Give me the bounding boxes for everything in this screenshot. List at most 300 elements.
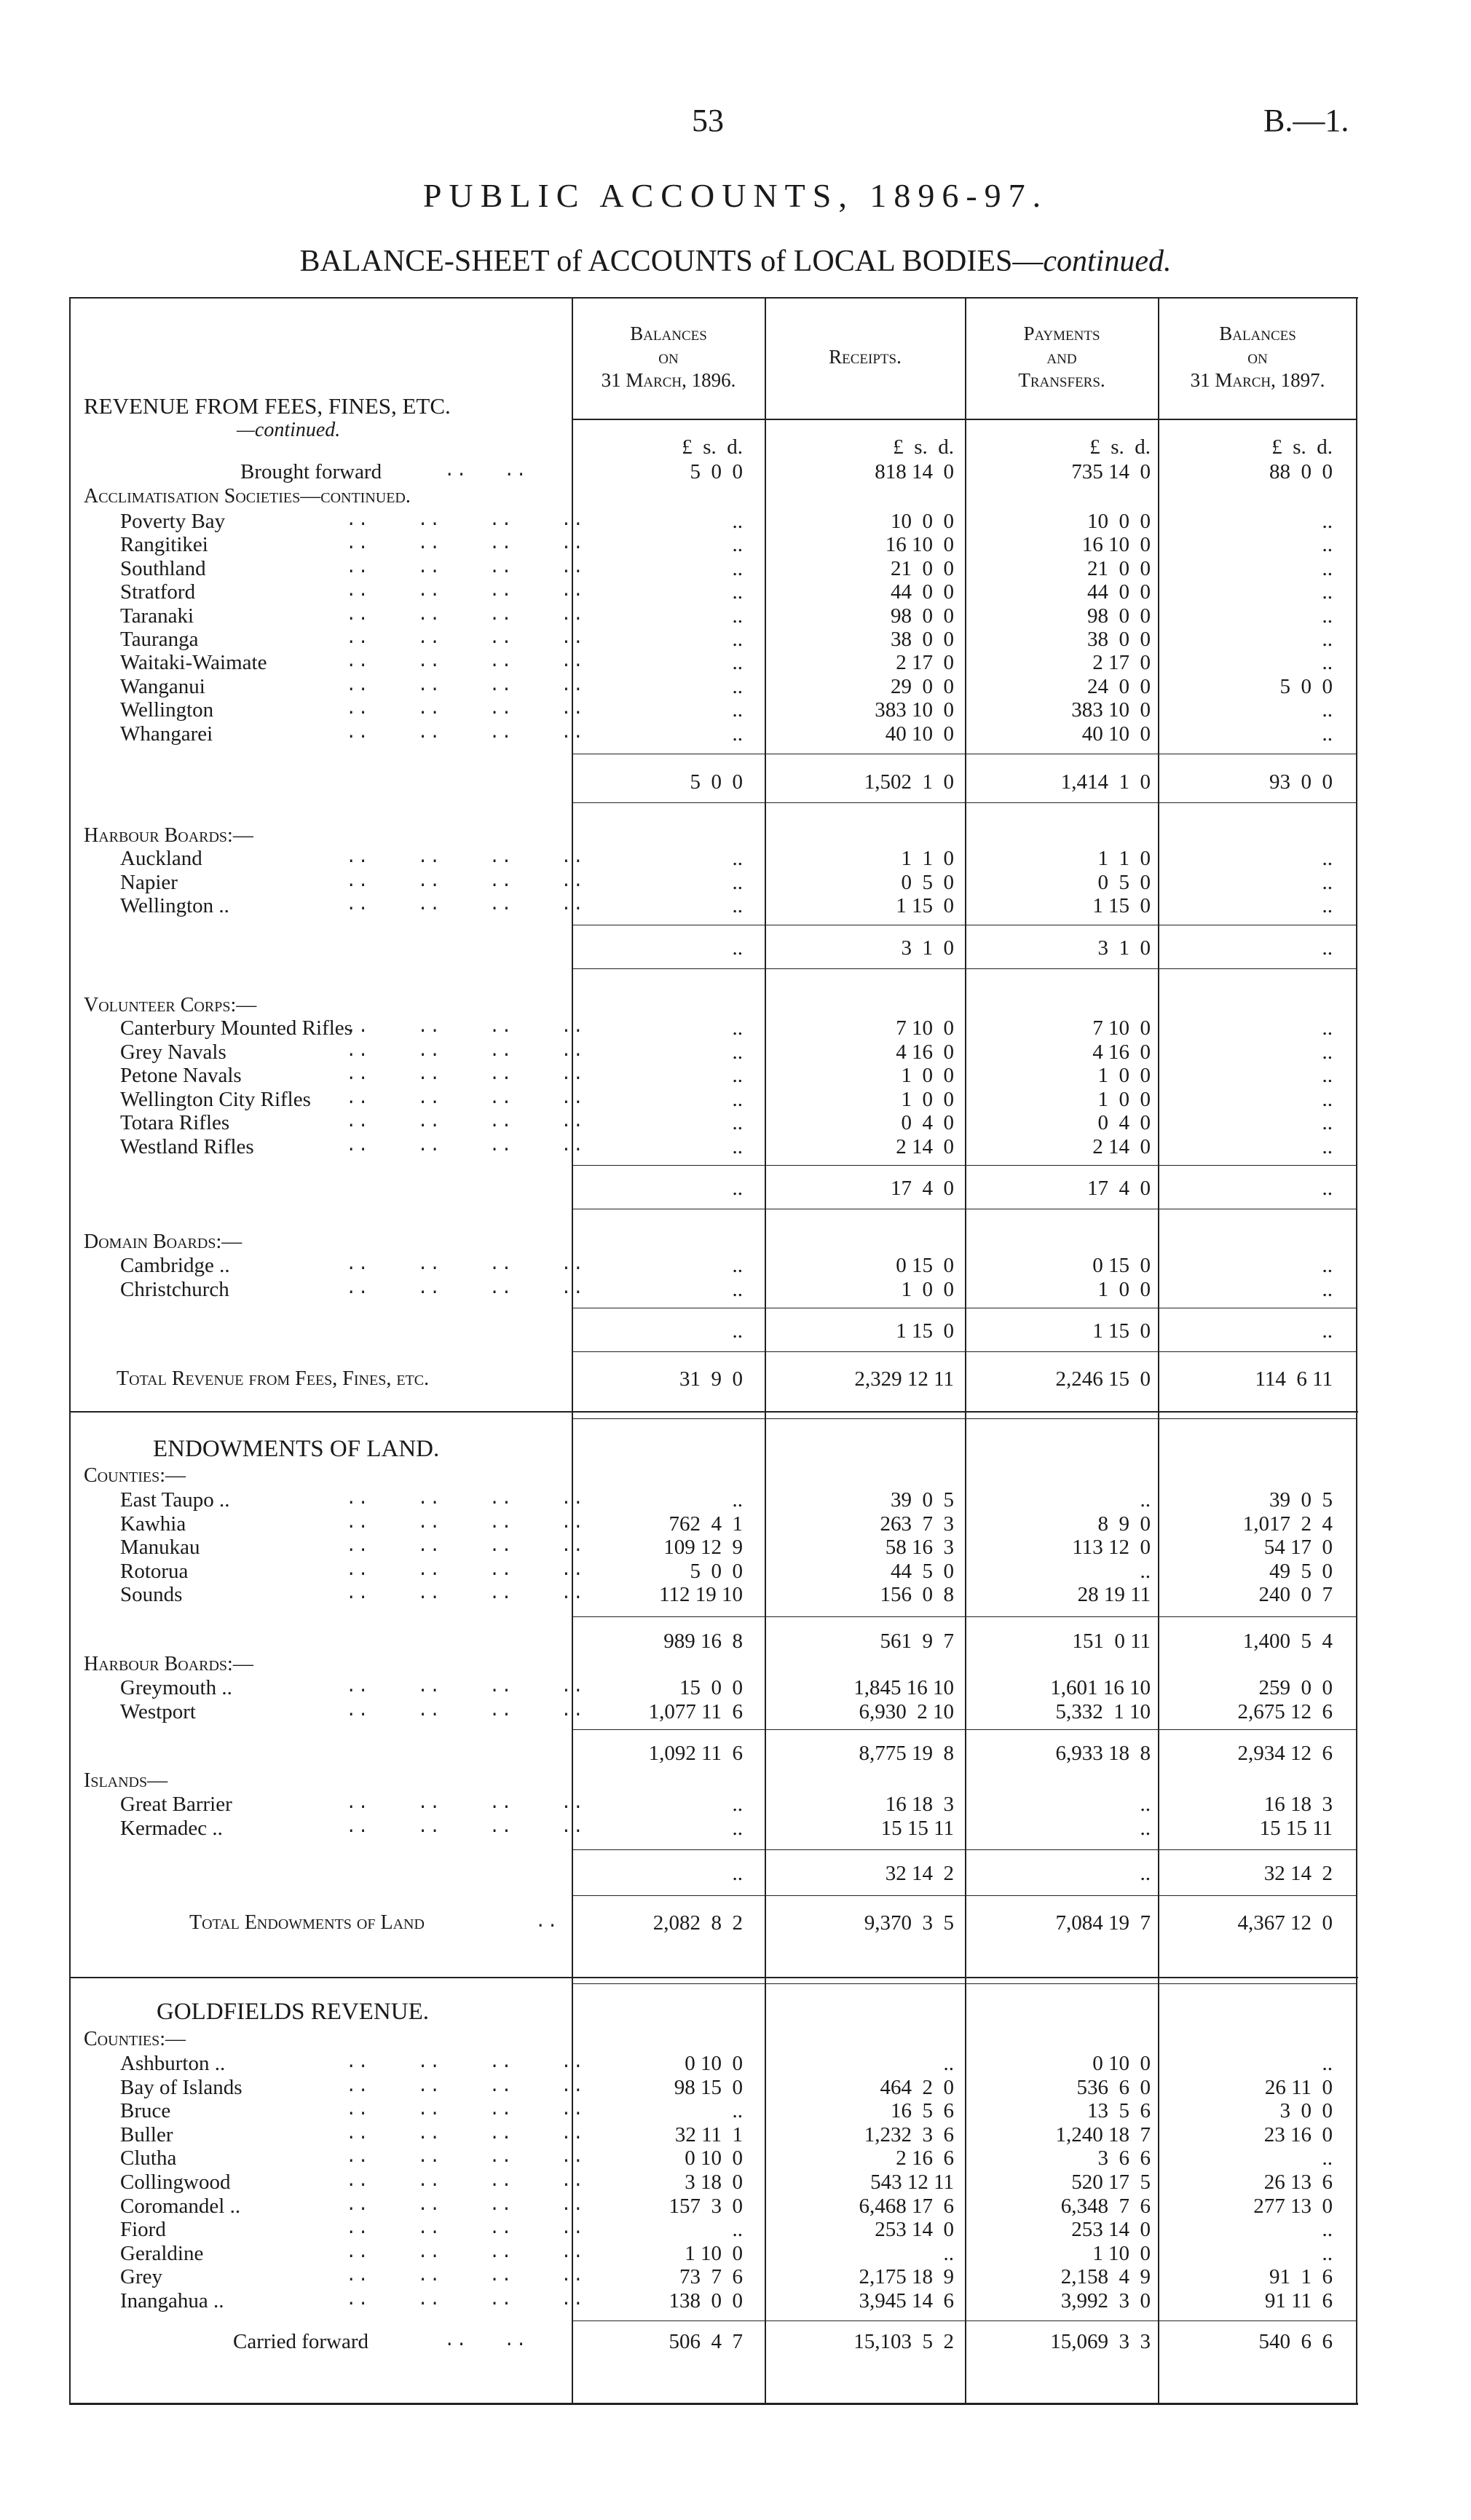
cell-c2: 98 0 0 xyxy=(1087,604,1151,628)
row-label: Totara Rifles xyxy=(120,1111,230,1135)
cell-c0: .. xyxy=(732,2218,743,2242)
cell-c0: .. xyxy=(732,1087,743,1111)
table-row xyxy=(0,1278,1471,1301)
table-row xyxy=(0,2052,1471,2075)
cell-c3: .. xyxy=(1322,2052,1333,2075)
table-row xyxy=(0,2195,1471,2218)
row-label: Geraldine xyxy=(120,2241,204,2265)
col-header-balances-1897 xyxy=(1159,322,1356,392)
cell-c0: .. xyxy=(732,870,743,894)
table-row xyxy=(0,847,1471,870)
cell-c2: 3 1 0 xyxy=(1097,936,1151,960)
cell-c1: 15 15 11 xyxy=(880,1816,954,1840)
cell-c0: 138 0 0 xyxy=(669,2289,743,2312)
leader-dots: .. .. .. .. xyxy=(346,1560,585,1581)
row-label: Total Endowments of Land xyxy=(189,1911,425,1934)
cell-c0: 5 0 0 xyxy=(690,1559,743,1583)
cell-c3: .. xyxy=(1322,533,1333,557)
row-label: Stratford xyxy=(120,580,196,604)
row-label: East Taupo .. xyxy=(120,1488,230,1512)
col-header-line: on xyxy=(1247,346,1268,368)
row-label: Greymouth .. xyxy=(120,1676,232,1699)
table-row xyxy=(0,2076,1471,2099)
cell-c0: 98 15 0 xyxy=(674,2075,743,2099)
subtotal-rule xyxy=(572,1849,1356,1850)
cell-c3: 88 0 0 xyxy=(1269,460,1333,483)
cell-c1: 2 17 0 xyxy=(896,651,954,675)
table-row xyxy=(0,1135,1471,1158)
cell-c3: 15 15 11 xyxy=(1259,1816,1333,1840)
leader-dots: .. .. .. .. xyxy=(346,2172,585,2192)
cell-c2: 6,933 18 8 xyxy=(1055,1742,1151,1765)
cell-c0: .. xyxy=(732,1135,743,1158)
row-label: Kawhia xyxy=(120,1512,186,1536)
row-label: Rotorua xyxy=(120,1559,189,1583)
cell-c0: 112 19 10 xyxy=(659,1583,743,1606)
cell-c0: 31 9 0 xyxy=(679,1367,743,1391)
leader-dots: .. .. .. .. xyxy=(346,605,585,625)
cell-c0: .. xyxy=(732,2099,743,2123)
subtotal-rule xyxy=(572,1165,1356,1166)
cell-c2: 1,414 1 0 xyxy=(1060,770,1151,794)
cell-c1: 3 1 0 xyxy=(901,936,954,960)
cell-c3: 26 13 6 xyxy=(1263,2171,1333,2194)
group-heading: Islands— xyxy=(84,1769,168,1792)
cell-c3: 114 6 11 xyxy=(1255,1367,1333,1391)
table-row xyxy=(0,1536,1471,1559)
section-rule-1 xyxy=(69,1411,1358,1413)
cell-c1: 44 0 0 xyxy=(891,580,954,604)
row-label: Auckland xyxy=(120,847,202,870)
table-row xyxy=(0,651,1471,674)
table-row xyxy=(0,1583,1471,1606)
cell-c1: 818 14 0 xyxy=(875,460,954,483)
cell-c2: 735 14 0 xyxy=(1071,460,1151,483)
document-reference: B.—1. xyxy=(1263,103,1349,138)
leader-dots: .. .. .. .. xyxy=(346,1490,585,1509)
table-row xyxy=(0,1016,1471,1040)
group-heading: Harbour Boards:— xyxy=(84,824,253,847)
cell-c1: .. xyxy=(943,2241,954,2265)
cell-c0: .. xyxy=(732,580,743,604)
cell-c2: 0 5 0 xyxy=(1097,870,1151,894)
group-heading: Domain Boards:— xyxy=(84,1231,242,1253)
leader-dots: .. .. .. .. xyxy=(346,652,585,673)
cell-c1: 9,370 3 5 xyxy=(864,1911,954,1935)
cell-c0: .. xyxy=(732,847,743,870)
cell-c3: .. xyxy=(1322,628,1333,651)
cell-c1: 383 10 0 xyxy=(875,698,954,722)
cell-c2: 2 14 0 xyxy=(1092,1135,1151,1158)
row-label: Southland xyxy=(120,556,206,580)
leader-dots: .. .. .. .. xyxy=(346,848,585,868)
page-title: PUBLIC ACCOUNTS, 1896-97. xyxy=(422,177,1049,214)
section-rule-2 xyxy=(69,1977,1358,1978)
cell-c0: 109 12 9 xyxy=(663,1536,743,1559)
unit-label: £ s. d. xyxy=(1089,435,1151,459)
cell-c2: .. xyxy=(1140,1862,1151,1885)
cell-c0: .. xyxy=(732,1040,743,1064)
row-label: Great Barrier xyxy=(120,1793,232,1816)
table-row xyxy=(0,2265,1471,2288)
row-label: Petone Navals xyxy=(120,1064,242,1088)
cell-c2: 1 10 0 xyxy=(1092,2241,1151,2265)
leader-dots: .. .. .. .. xyxy=(346,2219,585,2240)
row-label: Clutha xyxy=(120,2146,177,2171)
subtotal-row xyxy=(0,1319,1471,1343)
row-label: Sounds xyxy=(120,1583,183,1606)
cell-c3: .. xyxy=(1322,580,1333,604)
cell-c1: 156 0 8 xyxy=(880,1583,954,1606)
leader-dots: .. .. .. .. xyxy=(346,676,585,696)
section-heading-endowments: ENDOWMENTS OF LAND. xyxy=(153,1436,440,1462)
cell-c1: 58 16 3 xyxy=(885,1536,954,1559)
cell-c1: 1,845 16 10 xyxy=(853,1676,954,1699)
cell-c0: 5 0 0 xyxy=(690,770,743,794)
cell-c0: .. xyxy=(732,1016,743,1040)
cell-c1: 2,175 18 9 xyxy=(859,2265,954,2289)
table-row xyxy=(0,1088,1471,1111)
cell-c1: 16 18 3 xyxy=(885,1793,954,1816)
cell-c3: 277 13 0 xyxy=(1253,2194,1333,2218)
cell-c2: .. xyxy=(1140,1559,1151,1583)
group-heading: Volunteer Corps:— xyxy=(84,994,257,1016)
cell-c1: 98 0 0 xyxy=(891,604,954,628)
section-heading-fees: REVENUE FROM FEES, FINES, ETC. xyxy=(84,393,451,419)
page-subtitle xyxy=(0,244,1471,279)
cell-c2: 3,992 3 0 xyxy=(1060,2289,1151,2312)
cell-c0: .. xyxy=(732,628,743,651)
col-header-line: Receipts. xyxy=(829,346,902,368)
cell-c1: 15,103 5 2 xyxy=(853,2330,954,2353)
table-row xyxy=(0,722,1471,746)
cell-c2: 8 9 0 xyxy=(1097,1512,1151,1536)
table-row xyxy=(0,2099,1471,2122)
cell-c1: 38 0 0 xyxy=(891,628,954,651)
leader-dots: .. .. .. .. xyxy=(346,582,585,602)
row-label: Brought forward xyxy=(240,460,382,483)
table-bottom-rule xyxy=(69,2403,1358,2405)
leader-dots: .. .. .. .. xyxy=(346,1794,585,1814)
cell-c3: .. xyxy=(1322,1087,1333,1111)
cell-c0: .. xyxy=(732,1793,743,1816)
cell-c3: .. xyxy=(1322,2241,1333,2265)
subtotal-rule xyxy=(572,1895,1356,1896)
table-row xyxy=(0,460,1471,483)
row-label: Westport xyxy=(120,1699,196,1723)
cell-c1: .. xyxy=(943,2052,954,2075)
row-label: Poverty Bay xyxy=(120,510,226,533)
cell-c3: .. xyxy=(1322,651,1333,675)
cell-c1: 1 0 0 xyxy=(901,1278,954,1301)
cell-c0: 506 4 7 xyxy=(669,2330,743,2353)
row-label: Wellington City Rifles xyxy=(120,1087,311,1111)
cell-c3: .. xyxy=(1322,698,1333,722)
table-row xyxy=(0,2218,1471,2241)
cell-c2: 0 15 0 xyxy=(1092,1254,1151,1277)
leader-dots: .. .. .. .. xyxy=(346,1279,585,1299)
cell-c3: .. xyxy=(1322,1319,1333,1343)
cell-c3: 32 14 2 xyxy=(1263,1862,1333,1885)
cell-c3: .. xyxy=(1322,1135,1333,1158)
section-double-rule xyxy=(572,1418,1356,1419)
cell-c3: 2,675 12 6 xyxy=(1237,1699,1333,1723)
cell-c2: 5,332 1 10 xyxy=(1055,1699,1151,1723)
cell-c0: .. xyxy=(732,1064,743,1088)
cell-c2: 113 12 0 xyxy=(1072,1536,1151,1559)
leader-dots: .. .. xyxy=(444,2331,528,2351)
row-label: Canterbury Mounted Rifles xyxy=(120,1016,352,1040)
cell-c0: .. xyxy=(732,1816,743,1840)
leader-dots: .. .. .. .. xyxy=(346,700,585,720)
row-label: Cambridge .. xyxy=(120,1254,230,1277)
table-row xyxy=(0,2242,1471,2265)
cell-c0: .. xyxy=(732,894,743,917)
cell-c2: .. xyxy=(1140,1816,1151,1840)
row-label: Fiord xyxy=(120,2218,166,2242)
table-row xyxy=(0,1040,1471,1064)
cell-c3: .. xyxy=(1322,1111,1333,1135)
section-heading-goldfields: GOLDFIELDS REVENUE. xyxy=(157,1999,429,2025)
row-label: Taranaki xyxy=(120,604,194,628)
leader-dots: .. .. .. .. xyxy=(346,1018,585,1038)
cell-c0: 1 10 0 xyxy=(685,2241,743,2265)
subtotal-row xyxy=(0,1630,1471,1653)
row-label: Grey Navals xyxy=(120,1040,226,1064)
col-header-payments xyxy=(966,322,1157,392)
cell-c0: 762 4 1 xyxy=(669,1512,743,1536)
leader-dots: .. .. .. .. xyxy=(346,896,585,915)
table-row xyxy=(0,675,1471,698)
cell-c3: .. xyxy=(1322,510,1333,533)
cell-c1: 543 12 11 xyxy=(870,2171,954,2194)
cell-c2: 17 4 0 xyxy=(1087,1177,1151,1200)
row-label: Kermadec .. xyxy=(120,1816,223,1840)
col-header-line: and xyxy=(1046,346,1077,368)
row-label: Whangarei xyxy=(120,722,213,746)
table-row xyxy=(0,1064,1471,1087)
cell-c2: 2 17 0 xyxy=(1092,651,1151,675)
row-label: Tauranga xyxy=(120,628,199,651)
cell-c1: 263 7 3 xyxy=(880,1512,954,1536)
cell-c0: .. xyxy=(732,722,743,746)
cell-c0: 5 0 0 xyxy=(690,460,743,483)
cell-c3: 2,934 12 6 xyxy=(1237,1742,1333,1765)
cell-c1: 1 0 0 xyxy=(901,1087,954,1111)
cell-c2: 1 0 0 xyxy=(1097,1064,1151,1088)
subtotal-rule xyxy=(572,802,1356,803)
leader-dots: .. .. .. .. xyxy=(346,2124,585,2144)
cell-c2: 3 6 6 xyxy=(1097,2146,1151,2171)
cell-c0: .. xyxy=(732,1488,743,1512)
cell-c2: 24 0 0 xyxy=(1087,674,1151,698)
group-heading: Acclimatisation Societies—continued. xyxy=(84,485,411,507)
subtotal-row xyxy=(0,1862,1471,1885)
cell-c2: 0 10 0 xyxy=(1092,2052,1151,2075)
cell-c0: .. xyxy=(732,674,743,698)
row-label: Grey xyxy=(120,2265,162,2289)
cell-c2: 21 0 0 xyxy=(1087,556,1151,580)
cell-c1: 2,329 12 11 xyxy=(854,1367,954,1391)
cell-c3: 39 0 5 xyxy=(1269,1488,1333,1512)
table-row xyxy=(0,557,1471,580)
cell-c2: 16 10 0 xyxy=(1081,533,1151,557)
subtotal-rule xyxy=(572,2320,1356,2321)
leader-dots: .. .. .. .. xyxy=(346,1678,585,1697)
table-row xyxy=(0,533,1471,556)
section-heading-continued: —continued. xyxy=(237,419,341,441)
table-row xyxy=(0,1254,1471,1277)
cell-c3: .. xyxy=(1322,2218,1333,2242)
subtotal-rule xyxy=(572,1616,1356,1617)
cell-c2: 13 5 6 xyxy=(1087,2099,1151,2123)
cell-c3: 540 6 6 xyxy=(1258,2330,1333,2353)
cell-c2: 6,348 7 6 xyxy=(1060,2194,1151,2218)
subtotal-rule xyxy=(572,1351,1356,1352)
cell-c0: 3 18 0 xyxy=(685,2171,743,2194)
cell-c0: .. xyxy=(732,1177,743,1200)
subtitle-continued: continued. xyxy=(1043,245,1172,278)
cell-c3: 93 0 0 xyxy=(1269,770,1333,794)
cell-c1: 1,232 3 6 xyxy=(864,2122,954,2146)
row-label: Coromandel .. xyxy=(120,2194,241,2218)
subtitle-text: BALANCE-SHEET of ACCOUNTS of LOCAL BODIES— xyxy=(299,245,1044,278)
leader-dots: .. .. .. .. xyxy=(346,1113,585,1133)
cell-c2: 28 19 11 xyxy=(1077,1583,1151,1606)
cell-c3: .. xyxy=(1322,1040,1333,1064)
row-label: Ashburton .. xyxy=(120,2052,226,2075)
cell-c0: .. xyxy=(732,936,743,960)
leader-dots: .. .. .. .. xyxy=(346,723,585,743)
cell-c3: 91 11 6 xyxy=(1264,2289,1333,2312)
cell-c3: .. xyxy=(1322,604,1333,628)
leader-dots: .. .. .. .. xyxy=(346,629,585,649)
cell-c2: 1 15 0 xyxy=(1092,1319,1151,1343)
cell-c0: .. xyxy=(732,1254,743,1277)
cell-c3: .. xyxy=(1322,1177,1333,1200)
leader-dots: .. .. .. .. xyxy=(346,1041,585,1062)
cell-c2: 0 4 0 xyxy=(1097,1111,1151,1135)
cell-c1: 10 0 0 xyxy=(891,510,954,533)
table-row xyxy=(0,1560,1471,1583)
col-header-balances-1896 xyxy=(573,322,764,392)
cell-c1: 8,775 19 8 xyxy=(859,1742,954,1765)
cell-c0: 32 11 1 xyxy=(674,2122,743,2146)
col-header-line: Transfers. xyxy=(1018,369,1105,391)
row-label: Wellington .. xyxy=(120,894,229,917)
row-label: Bruce xyxy=(120,2099,171,2123)
cell-c2: 7 10 0 xyxy=(1092,1016,1151,1040)
cell-c1: 2 16 6 xyxy=(896,2146,954,2171)
cell-c1: 0 4 0 xyxy=(901,1111,954,1135)
grand-total-row xyxy=(0,1367,1471,1391)
cell-c1: 16 10 0 xyxy=(885,533,954,557)
leader-dots: .. .. .. .. xyxy=(346,1255,585,1275)
cell-c3: .. xyxy=(1322,1254,1333,1277)
cell-c0: 157 3 0 xyxy=(669,2194,743,2218)
row-label: Carried forward xyxy=(233,2330,368,2353)
cell-c1: 0 5 0 xyxy=(901,870,954,894)
subtotal-rule xyxy=(572,1729,1356,1730)
cell-c2: 151 0 11 xyxy=(1072,1630,1151,1653)
cell-c2: 38 0 0 xyxy=(1087,628,1151,651)
subtotal-row xyxy=(0,936,1471,960)
group-heading: Counties:— xyxy=(84,1464,186,1487)
leader-dots: .. .. .. .. xyxy=(346,2291,585,2310)
cell-c1: 6,468 17 6 xyxy=(859,2194,954,2218)
cell-c1: 39 0 5 xyxy=(891,1488,954,1512)
cell-c0: .. xyxy=(732,651,743,675)
cell-c2: 1,601 16 10 xyxy=(1050,1676,1151,1699)
table-row xyxy=(0,698,1471,722)
cell-c3: .. xyxy=(1322,556,1333,580)
cell-c1: 4 16 0 xyxy=(896,1040,954,1064)
cell-c2: 1 0 0 xyxy=(1097,1087,1151,1111)
cell-c3: 5 0 0 xyxy=(1279,674,1333,698)
cell-c0: 1,077 11 6 xyxy=(648,1699,743,1723)
cell-c2: 7,084 19 7 xyxy=(1055,1911,1151,1935)
cell-c1: 40 10 0 xyxy=(885,722,954,746)
subtotal-row xyxy=(0,1742,1471,1765)
leader-dots: .. .. .. .. xyxy=(346,2101,585,2121)
cell-c0: .. xyxy=(732,1862,743,1885)
col-header-receipts xyxy=(766,345,964,368)
table-row xyxy=(0,1817,1471,1840)
cell-c1: 21 0 0 xyxy=(891,556,954,580)
cell-c2: 1 0 0 xyxy=(1097,1278,1151,1301)
cell-c2: 536 6 0 xyxy=(1076,2075,1151,2099)
leader-dots: .. .. .. .. xyxy=(346,2267,585,2287)
cell-c0: .. xyxy=(732,510,743,533)
subtotal-row xyxy=(0,770,1471,794)
table-row xyxy=(0,1512,1471,1536)
leader-dots: .. .. .. .. xyxy=(346,1089,585,1109)
unit-label: £ s. d. xyxy=(1271,435,1333,459)
cell-c3: 240 0 7 xyxy=(1258,1583,1333,1606)
cell-c3: .. xyxy=(1322,894,1333,917)
row-label: Wellington xyxy=(120,698,214,722)
subtotal-rule xyxy=(572,968,1356,969)
cell-c3: 54 17 0 xyxy=(1263,1536,1333,1559)
leader-dots: .. .. .. .. xyxy=(346,2195,585,2216)
cell-c0: .. xyxy=(732,604,743,628)
cell-c0: 73 7 6 xyxy=(679,2265,743,2289)
unit-label: £ s. d. xyxy=(893,435,954,459)
table-row xyxy=(0,871,1471,894)
cell-c3: 49 5 0 xyxy=(1269,1559,1333,1583)
group-heading: Harbour Boards:— xyxy=(84,1653,253,1675)
cell-c1: 1 15 0 xyxy=(896,1319,954,1343)
leader-dots: .. .. .. .. xyxy=(346,534,585,555)
leader-dots: .. .. .. .. xyxy=(346,872,585,892)
leader-dots: .. xyxy=(535,1913,559,1932)
table-row xyxy=(0,580,1471,604)
cell-c1: 253 14 0 xyxy=(875,2218,954,2242)
table-row xyxy=(0,2289,1471,2312)
table-row xyxy=(0,1111,1471,1134)
cell-c0: 0 10 0 xyxy=(685,2146,743,2171)
leader-dots: .. .. .. .. xyxy=(346,2053,585,2073)
leader-dots: .. .. .. .. xyxy=(346,1701,585,1721)
row-label: Total Revenue from Fees, Fines, etc. xyxy=(117,1367,430,1390)
carried-forward-row xyxy=(0,2330,1471,2353)
cell-c2: .. xyxy=(1140,1488,1151,1512)
table-row xyxy=(0,628,1471,651)
row-label: Rangitikei xyxy=(120,533,208,557)
cell-c0: .. xyxy=(732,1319,743,1343)
cell-c1: 17 4 0 xyxy=(891,1177,954,1200)
table-row xyxy=(0,2146,1471,2170)
